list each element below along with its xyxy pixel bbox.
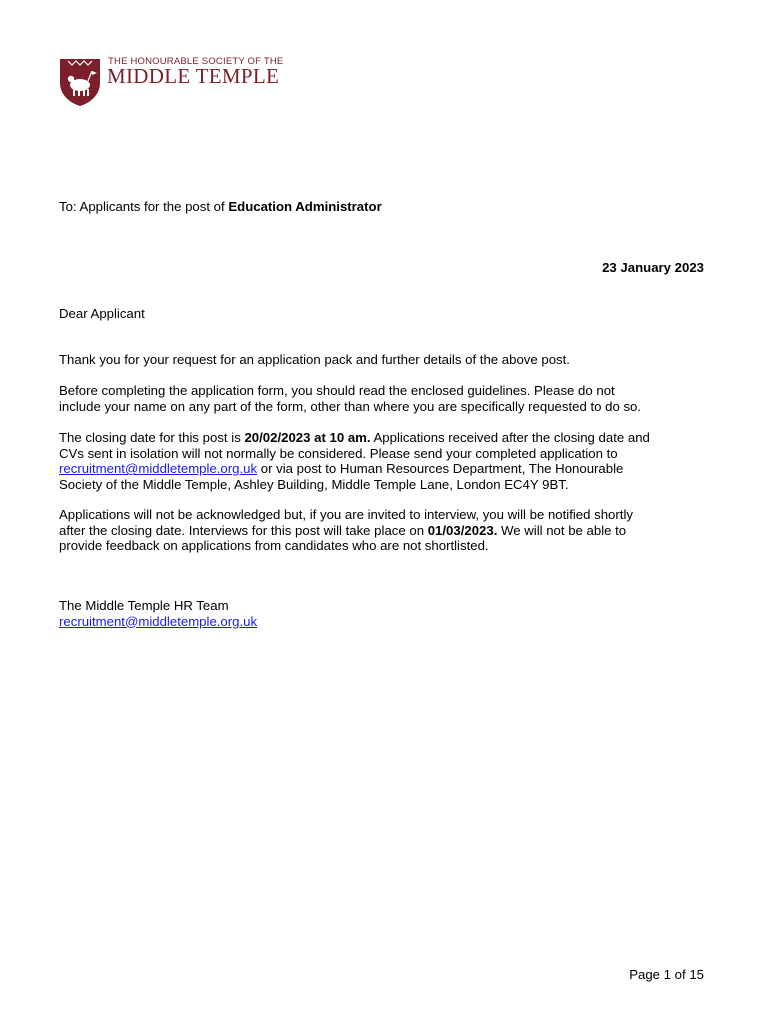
lamb-shield-icon (58, 57, 102, 107)
paragraph-4-line-2 (59, 523, 709, 539)
paragraph-3-line-1 (59, 430, 709, 446)
paragraph-3 (59, 430, 709, 492)
paragraph-1: Thank you for your request for an application pack and further details of the above post. (59, 352, 570, 367)
post-address-prefix: or via post to Human Resources Department, The Honourable (257, 461, 624, 477)
paragraph-3-line-3 (59, 461, 709, 477)
interview-date-prefix: after the closing date. Interviews for this post will take place on (59, 522, 428, 538)
closing-date-prefix: The closing date for this post is (59, 430, 245, 445)
signoff-email-link[interactable]: recruitment@middletemple.org.uk (59, 613, 258, 629)
interview-date: 01/03/2023. (427, 522, 498, 538)
paragraph-4-line-3: provide feedback on applications from candidates who are not shortlisted. (59, 538, 489, 554)
middle-temple-logo (58, 56, 284, 108)
paragraph-2-line-1: Before completing the application form, you should read the enclosed guidelines. Please do not (59, 383, 615, 398)
addressee-prefix: To: Applicants for the post of (59, 199, 229, 214)
salutation: Dear Applicant (59, 306, 145, 321)
logo-line-1: THE HONOURABLE SOCIETY OF THE (108, 56, 284, 67)
page-number: Page 1 of 15 (629, 967, 704, 982)
signoff-team: The Middle Temple HR Team (59, 598, 229, 613)
signoff-block (59, 598, 709, 629)
paragraph-2 (59, 383, 709, 414)
post-title: Education Administrator (228, 199, 382, 214)
paragraph-3-line-2: CVs sent in isolation will not normally be considered. Please send your completed application to (59, 445, 618, 461)
paragraph-4 (59, 507, 709, 554)
addressee-line (59, 199, 382, 215)
letter-date: 23 January 2023 (602, 260, 704, 275)
signoff-email-line (59, 614, 709, 630)
paragraph-3-line-4: Society of the Middle Temple, Ashley Building, Middle Temple Lane, London EC4Y 9BT. (59, 476, 569, 492)
paragraph-4-line-1: Applications will not be acknowledged but, if you are invited to interview, you will be notified shortly (59, 507, 633, 522)
interview-date-suffix: We will not be able to (497, 522, 627, 538)
closing-date: 20/02/2023 at 10 am. (244, 430, 371, 445)
closing-date-suffix: Applications received after the closing date and (370, 430, 650, 445)
recruitment-email-link[interactable]: recruitment@middletemple.org.uk (59, 461, 258, 477)
paragraph-2-line-2: include your name on any part of the form, other than where you are specifically requested to do so. (59, 398, 642, 414)
logo-line-2: MIDDLE TEMPLE (107, 64, 280, 88)
